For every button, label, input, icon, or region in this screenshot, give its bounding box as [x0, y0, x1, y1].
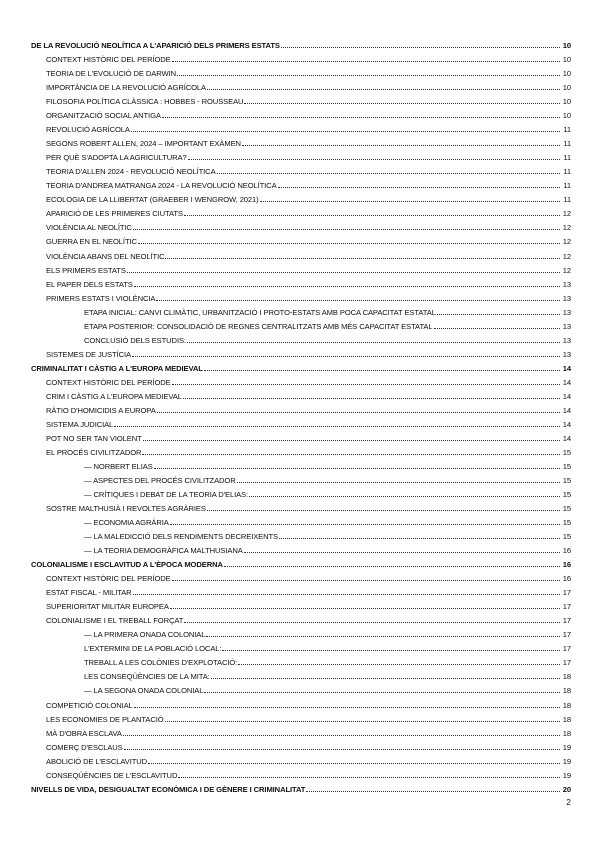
- dot-leader: [134, 707, 560, 708]
- toc-entry-title: SISTEMA JUDICIAL: [46, 419, 114, 429]
- toc-subsection-entry[interactable]: [31, 471, 571, 485]
- toc-entry-title: CRIM I CÀSTIG A L'EUROPA MEDIEVAL: [46, 391, 182, 401]
- dot-leader: [127, 272, 560, 273]
- toc-entry-page: 17: [562, 602, 571, 612]
- toc-entry-page: 11: [563, 139, 571, 149]
- toc-subsection-entry[interactable]: [31, 639, 571, 653]
- toc-entry-page: 12: [562, 209, 571, 219]
- toc-section-entry[interactable]: [31, 583, 571, 597]
- dot-leader: [172, 580, 560, 581]
- toc-entry-title: SISTEMES DE JUSTÍCIA: [46, 349, 131, 359]
- toc-entry-title: — CRÍTIQUES I DEBAT DE LA TEORIA D'ELIAS:: [84, 490, 249, 500]
- toc-entry-title: COMPETICIÓ COLONIAL: [46, 700, 133, 710]
- toc-entry-title: CRIMINALITAT I CÀSTIG A L'EUROPA MEDIEVAL: [31, 363, 203, 373]
- toc-entry-page: 17: [562, 616, 571, 626]
- toc-entry-page: 12: [562, 251, 571, 261]
- dot-leader: [133, 229, 560, 230]
- dot-leader: [157, 412, 560, 413]
- toc-entry-title: SUPERIORITAT MILITAR EUROPEA: [46, 602, 169, 612]
- table-of-contents: [31, 36, 571, 794]
- toc-entry-title: ETAPA POSTERIOR: CONSOLIDACIÓ DE REGNES CENTRALITZATS AMB MÉS CAPACITAT ESTATAL: [84, 321, 433, 331]
- dot-leader: [237, 482, 560, 483]
- toc-entry-page: 10: [562, 69, 571, 79]
- toc-entry-page: 11: [563, 195, 571, 205]
- toc-entry-page: 14: [562, 433, 571, 443]
- toc-entry-page: 12: [562, 223, 571, 233]
- dot-leader: [156, 300, 560, 301]
- toc-section-entry[interactable]: [31, 695, 571, 709]
- dot-leader: [142, 454, 560, 455]
- page-number: 2: [566, 797, 571, 807]
- dot-leader: [165, 721, 560, 722]
- toc-entry-page: 13: [562, 335, 571, 345]
- toc-section-entry[interactable]: [31, 766, 571, 780]
- toc-entry-page: 17: [562, 588, 571, 598]
- toc-entry-page: 13: [562, 349, 571, 359]
- toc-chapter-entry[interactable]: [31, 555, 571, 569]
- toc-entry-title: — ASPECTES DEL PROCÉS CIVILITZADOR: [84, 476, 236, 485]
- toc-section-entry[interactable]: [31, 275, 571, 289]
- toc-entry-page: 11: [563, 125, 571, 135]
- toc-entry-title: POT NO SER TAN VIOLENT: [46, 433, 142, 443]
- dot-leader: [206, 636, 560, 637]
- toc-subsection-entry[interactable]: [31, 653, 571, 667]
- toc-chapter-entry[interactable]: [31, 36, 571, 50]
- toc-entry-page: 11: [563, 181, 571, 191]
- toc-section-entry[interactable]: [31, 246, 571, 260]
- toc-section-entry[interactable]: [31, 148, 571, 162]
- toc-entry-page: 14: [562, 391, 571, 401]
- toc-entry-title: SOSTRE MALTHUSIÀ I REVOLTES AGRÀRIES: [46, 504, 206, 514]
- toc-entry-title: TEORIA D'ALLEN 2024 - REVOLUCIÓ NEOLÍTICA: [46, 167, 216, 177]
- toc-section-entry[interactable]: [31, 752, 571, 766]
- toc-entry-page: 11: [563, 153, 571, 163]
- dot-leader: [207, 510, 560, 511]
- toc-entry-page: 14: [562, 363, 571, 373]
- toc-section-entry[interactable]: [31, 120, 571, 134]
- toc-section-entry[interactable]: [31, 78, 571, 92]
- toc-entry-title: — LA TEORIA DEMOGRÀFICA MALTHUSIANA: [84, 546, 243, 556]
- toc-entry-title: EL PROCÉS CIVILITZADOR: [46, 447, 142, 457]
- dot-leader: [165, 258, 560, 259]
- toc-entry-page: 15: [562, 504, 571, 514]
- toc-section-entry[interactable]: [31, 429, 571, 443]
- toc-entry-page: 14: [562, 405, 571, 415]
- toc-subsection-entry[interactable]: [31, 513, 571, 527]
- toc-subsection-entry[interactable]: [31, 485, 571, 499]
- dot-leader: [178, 777, 560, 778]
- dot-leader: [177, 75, 560, 76]
- toc-subsection-entry[interactable]: [31, 457, 571, 471]
- toc-entry-page: 17: [562, 644, 571, 654]
- toc-subsection-entry[interactable]: [31, 681, 571, 695]
- toc-section-entry[interactable]: [31, 597, 571, 611]
- toc-entry-title: — LA PRIMERA ONADA COLONIAL: [84, 630, 206, 640]
- toc-section-entry[interactable]: [31, 190, 571, 204]
- toc-entry-page: 18: [562, 672, 571, 682]
- dot-leader: [184, 215, 560, 216]
- toc-entry-page: 13: [562, 279, 571, 289]
- toc-entry-page: 16: [562, 546, 571, 556]
- dot-leader: [148, 763, 560, 764]
- toc-section-entry[interactable]: [31, 176, 571, 190]
- toc-section-entry[interactable]: [31, 569, 571, 583]
- toc-entry-title: TEORIA D'ANDREA MATRANGA 2024 - LA REVOLUCIÓ NEOLÍTICA: [46, 181, 277, 191]
- toc-entry-title: APARICIÓ DE LES PRIMERES CIUTATS: [46, 209, 183, 219]
- toc-section-entry[interactable]: [31, 345, 571, 359]
- toc-entry-title: LES ECONOMIES DE PLANTACIÓ: [46, 714, 164, 724]
- toc-section-entry[interactable]: [31, 134, 571, 148]
- toc-chapter-entry[interactable]: [31, 780, 571, 794]
- dot-leader: [172, 61, 560, 62]
- toc-entry-title: ESTAT FISCAL - MILITAR: [46, 588, 132, 598]
- dot-leader: [244, 552, 560, 553]
- toc-entry-title: REVOLUCIÓ AGRÍCOLA: [46, 125, 130, 135]
- toc-subsection-entry[interactable]: [31, 541, 571, 555]
- toc-entry-title: VIOLÈNCIA AL NEOLÍTIC: [46, 223, 132, 233]
- toc-section-entry[interactable]: [31, 162, 571, 176]
- dot-leader: [131, 131, 560, 132]
- toc-section-entry[interactable]: [31, 415, 571, 429]
- toc-entry-title: ECOLOGIA DE LA LLIBERTAT (GRAEBER I WENGROW, 2021): [46, 195, 259, 205]
- toc-entry-title: ABOLICIÓ DE L'ESCLAVITUD: [46, 756, 148, 766]
- toc-entry-page: 18: [562, 686, 571, 696]
- toc-section-entry[interactable]: [31, 64, 571, 78]
- toc-section-entry[interactable]: [31, 373, 571, 387]
- dot-leader: [211, 678, 560, 679]
- toc-entry-page: 15: [562, 447, 571, 457]
- toc-entry-title: CONTEXT HISTÒRIC DEL PERÍODE: [46, 55, 171, 65]
- toc-entry-title: ORGANITZACIÓ SOCIAL ANTIGA: [46, 111, 161, 121]
- dot-leader: [249, 496, 560, 497]
- toc-chapter-entry[interactable]: [31, 359, 571, 373]
- toc-section-entry[interactable]: [31, 261, 571, 275]
- toc-section-entry[interactable]: [31, 92, 571, 106]
- toc-entry-page: 12: [562, 265, 571, 275]
- toc-subsection-entry[interactable]: [31, 331, 571, 345]
- toc-section-entry[interactable]: [31, 204, 571, 218]
- dot-leader: [138, 243, 560, 244]
- toc-entry-title: CONCLUSIÓ DELS ESTUDIS:: [84, 335, 186, 345]
- toc-entry-title: COLONIALISME I ESCLAVITUD A L'ÈPOCA MODERNA: [31, 560, 223, 570]
- toc-entry-page: 17: [562, 630, 571, 640]
- toc-entry-title: VIOLÈNCIA ABANS DEL NEOLÍTIC: [46, 251, 165, 261]
- toc-section-entry[interactable]: [31, 499, 571, 513]
- toc-entry-page: 16: [562, 560, 571, 570]
- toc-entry-title: GUERRA EN EL NEOLÍTIC: [46, 237, 137, 247]
- toc-section-entry[interactable]: [31, 443, 571, 457]
- toc-entry-title: ELS PRIMERS ESTATS: [46, 265, 126, 275]
- toc-subsection-entry[interactable]: [31, 527, 571, 541]
- dot-leader: [244, 103, 560, 104]
- dot-leader: [279, 538, 560, 539]
- toc-entry-title: LES CONSEQÜÈNCIES DE LA MITA:: [84, 672, 210, 682]
- toc-entry-title: PRIMERS ESTATS I VIOLÈNCIA: [46, 293, 156, 303]
- toc-entry-title: IMPORTÀNCIA DE LA REVOLUCIÓ AGRÍCOLA: [46, 83, 206, 93]
- toc-entry-title: FILOSOFIA POLÍTICA CLÀSSICA : HOBBES - ROUSSEAU: [46, 97, 244, 107]
- toc-entry-title: — NORBERT ELIAS: [84, 461, 153, 471]
- dot-leader: [123, 735, 560, 736]
- dot-leader: [133, 594, 560, 595]
- toc-entry-title: RÀTIO D'HOMICIDIS A EUROPA: [46, 405, 156, 415]
- dot-leader: [434, 328, 560, 329]
- toc-section-entry[interactable]: [31, 218, 571, 232]
- toc-entry-page: 18: [562, 714, 571, 724]
- toc-entry-title: EL PAPER DELS ESTATS: [46, 279, 133, 289]
- dot-leader: [217, 173, 560, 174]
- dot-leader: [114, 426, 560, 427]
- toc-section-entry[interactable]: [31, 724, 571, 738]
- dot-leader: [188, 159, 560, 160]
- toc-entry-page: 10: [562, 97, 571, 107]
- toc-entry-page: 15: [562, 518, 571, 528]
- toc-subsection-entry[interactable]: [31, 317, 571, 331]
- toc-entry-page: 19: [562, 742, 571, 752]
- dot-leader: [172, 384, 560, 385]
- toc-entry-page: 10: [562, 55, 571, 65]
- toc-entry-page: 13: [562, 307, 571, 317]
- toc-entry-page: 13: [562, 321, 571, 331]
- dot-leader: [204, 370, 560, 371]
- toc-entry-page: 15: [562, 476, 571, 485]
- dot-leader: [222, 650, 560, 651]
- toc-entry-title: — LA SEGONA ONADA COLONIAL: [84, 686, 204, 696]
- toc-entry-page: 19: [562, 770, 571, 780]
- toc-entry-page: 17: [562, 658, 571, 668]
- toc-entry-title: NIVELLS DE VIDA, DESIGUALTAT ECONÒMICA I DE GÈNERE I CRIMINALITAT: [31, 784, 306, 794]
- dot-leader: [207, 89, 560, 90]
- toc-section-entry[interactable]: [31, 738, 571, 752]
- dot-leader: [281, 47, 560, 48]
- toc-entry-title: COLONIALISME I EL TREBALL FORÇAT: [46, 616, 184, 626]
- dot-leader: [437, 314, 560, 315]
- dot-leader: [242, 145, 560, 146]
- dot-leader: [143, 440, 560, 441]
- toc-entry-page: 13: [562, 293, 571, 303]
- toc-section-entry[interactable]: [31, 289, 571, 303]
- dot-leader: [162, 117, 560, 118]
- toc-entry-page: 18: [562, 728, 571, 738]
- toc-entry-page: 15: [562, 532, 571, 542]
- toc-entry-title: TREBALL A LES COLÒNIES D'EXPLOTACIÓ:: [84, 658, 238, 668]
- toc-section-entry[interactable]: [31, 106, 571, 120]
- toc-entry-page: 14: [562, 419, 571, 429]
- toc-entry-page: 18: [562, 700, 571, 710]
- dot-leader: [224, 566, 560, 567]
- toc-entry-title: — ECONOMIA AGRÀRIA: [84, 518, 169, 528]
- dot-leader: [183, 398, 560, 399]
- toc-entry-title: ETAPA INICIAL: CANVI CLIMÀTIC, URBANITZACIÓ I PROTO-ESTATS AMB POCA CAPACITAT ESTATAL: [84, 307, 436, 317]
- dot-leader: [170, 524, 560, 525]
- dot-leader: [184, 622, 560, 623]
- toc-subsection-entry[interactable]: [31, 667, 571, 681]
- toc-section-entry[interactable]: [31, 611, 571, 625]
- toc-subsection-entry[interactable]: [31, 625, 571, 639]
- toc-entry-page: 20: [562, 784, 571, 794]
- dot-leader: [187, 342, 560, 343]
- toc-entry-page: 12: [562, 237, 571, 247]
- dot-leader: [238, 664, 560, 665]
- toc-entry-page: 10: [562, 111, 571, 121]
- toc-entry-title: CONTEXT HISTÒRIC DEL PERÍODE: [46, 377, 171, 387]
- dot-leader: [134, 286, 560, 287]
- toc-section-entry[interactable]: [31, 387, 571, 401]
- toc-entry-title: TEORIA DE L'EVOLUCIÓ DE DARWIN: [46, 69, 176, 79]
- toc-entry-page: 15: [562, 461, 571, 471]
- toc-entry-page: 15: [562, 490, 571, 500]
- toc-entry-page: 10: [562, 41, 571, 51]
- toc-entry-title: MÀ D'OBRA ESCLAVA: [46, 728, 122, 738]
- toc-entry-page: 19: [562, 756, 571, 766]
- toc-entry-title: COMERÇ D'ESCLAUS: [46, 742, 123, 752]
- toc-entry-title: SEGONS ROBERT ALLEN, 2024 – IMPORTANT EXÀMEN: [46, 139, 241, 149]
- toc-entry-page: 16: [562, 574, 571, 584]
- dot-leader: [306, 791, 560, 792]
- toc-entry-title: — LA MALEDICCIÓ DELS RENDIMENTS DECREIXENTS: [84, 532, 279, 542]
- dot-leader: [124, 749, 560, 750]
- toc-entry-title: L'EXTERMINI DE LA POBLACIÓ LOCAL:: [84, 644, 222, 654]
- toc-section-entry[interactable]: [31, 50, 571, 64]
- toc-entry-page: 14: [562, 377, 571, 387]
- toc-entry-title: CONTEXT HISTÒRIC DEL PERÍODE: [46, 574, 171, 584]
- dot-leader: [278, 187, 560, 188]
- dot-leader: [154, 468, 560, 469]
- toc-entry-page: 11: [563, 167, 571, 177]
- dot-leader: [204, 692, 560, 693]
- toc-section-entry[interactable]: [31, 401, 571, 415]
- dot-leader: [132, 356, 560, 357]
- toc-entry-title: CONSEQÜÈNCIES DE L'ESCLAVITUD: [46, 770, 178, 780]
- toc-section-entry[interactable]: [31, 232, 571, 246]
- dot-leader: [260, 201, 560, 202]
- toc-entry-title: DE LA REVOLUCIÓ NEOLÍTICA A L'APARICIÓ DELS PRIMERS ESTATS: [31, 41, 280, 51]
- toc-subsection-entry[interactable]: [31, 303, 571, 317]
- dot-leader: [170, 608, 560, 609]
- toc-section-entry[interactable]: [31, 710, 571, 724]
- toc-entry-title: PER QUÈ S'ADOPTA LA AGRICULTURA?: [46, 153, 187, 163]
- toc-entry-page: 10: [562, 83, 571, 93]
